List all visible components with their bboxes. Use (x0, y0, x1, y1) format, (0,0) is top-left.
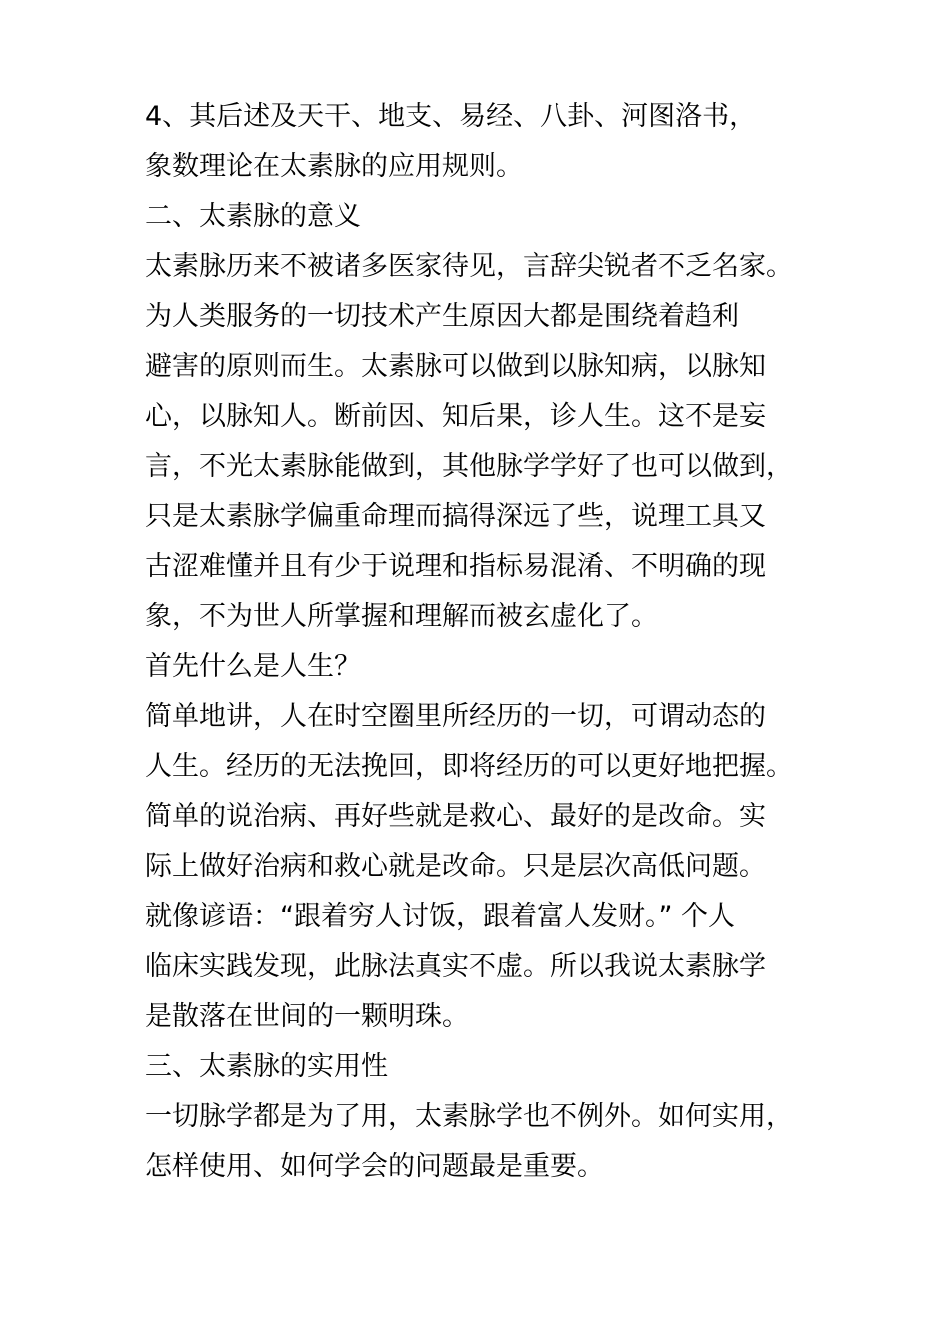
text-line: 是散落在世间的一颗明珠。 (145, 1001, 469, 1032)
text-line: 人生。经历的无法挽回，即将经历的可以更好地把握。 (145, 751, 793, 782)
text-line: 心，以脉知人。断前因、知后果，诊人生。这不是妄 (145, 401, 766, 432)
text-line: 为人类服务的一切技术产生原因大都是围绕着趋利 (145, 301, 739, 332)
text-line: 简单的说治病、再好些就是救心、最好的是改命。实 (145, 801, 766, 832)
text-line: 象数理论在太素脉的应用规则。 (145, 151, 523, 182)
text-line: 就像谚语：“跟着穷人讨饭，跟着富人发财。” 个人 (145, 901, 736, 932)
section-heading: 三、太素脉的实用性 (145, 1051, 388, 1082)
text-line: 只是太素脉学偏重命理而搞得深远了些，说理工具又 (145, 501, 766, 532)
text-line: 古涩难懂并且有少于说理和指标易混淆、不明确的现 (145, 551, 766, 582)
section-heading: 二、太素脉的意义 (145, 201, 361, 232)
text-line: 象，不为世人所掌握和理解而被玄虚化了。 (145, 601, 658, 632)
text-line: 际上做好治病和救心就是改命。只是层次高低问题。 (145, 851, 766, 882)
text-line: 言，不光太素脉能做到，其他脉学学好了也可以做到， (145, 451, 793, 482)
text-line: 临床实践发现，此脉法真实不虚。所以我说太素脉学 (145, 951, 766, 982)
text-line: 避害的原则而生。太素脉可以做到以脉知病，以脉知 (145, 351, 766, 382)
text-line: 一切脉学都是为了用，太素脉学也不例外。如何实用， (145, 1101, 793, 1132)
text-line: 太素脉历来不被诸多医家待见，言辞尖锐者不乏名家。 (145, 251, 793, 282)
question-line: 首先什么是人生？ (145, 651, 361, 682)
text-line: 简单地讲，人在时空圈里所经历的一切，可谓动态的 (145, 701, 766, 732)
text-line: 怎样使用、如何学会的问题最是重要。 (145, 1151, 604, 1182)
document-body (145, 92, 935, 1192)
text-line: 4、其后述及天干、地支、易经、八卦、河图洛书， (145, 101, 757, 132)
